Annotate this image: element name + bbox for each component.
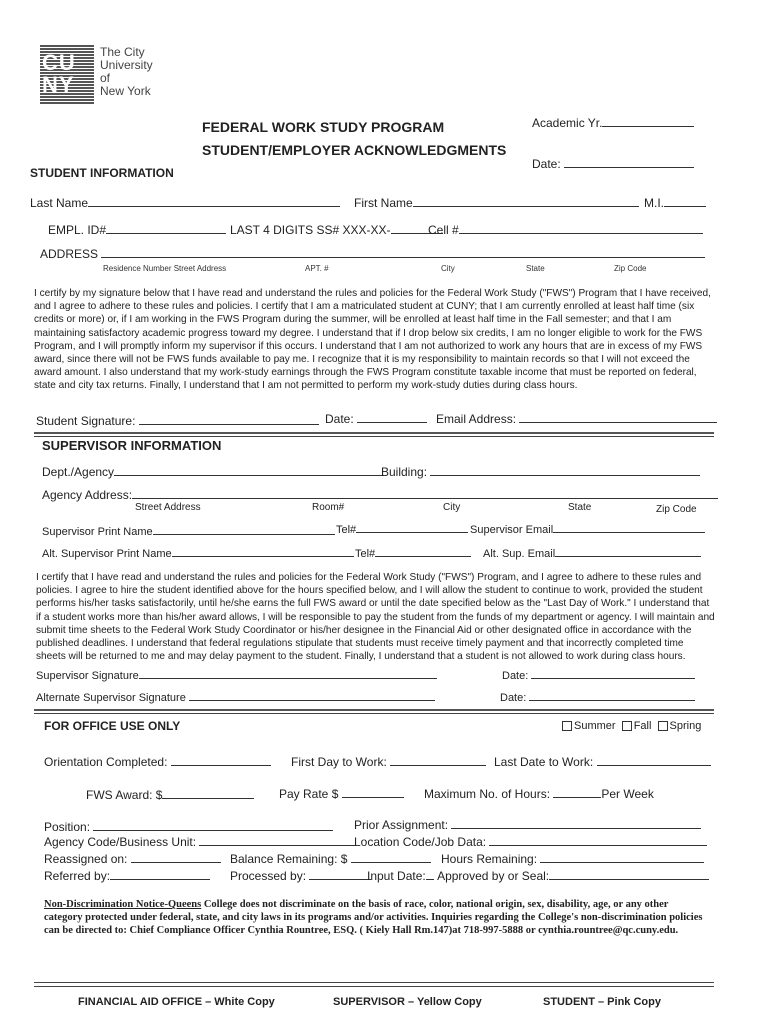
addr-sub-zip: Zip Code	[614, 264, 647, 273]
reassigned-field[interactable]	[44, 851, 221, 866]
header-date-line[interactable]	[564, 156, 694, 168]
alt-supervisor-name-line[interactable]	[172, 545, 354, 557]
supervisor-signature-label: Supervisor Signature	[36, 670, 139, 682]
supervisor-certification-text: I certify that I have read and understand the rules and policies for the Federal Work Study ("FWS") Program, and I agree to adhere to these rules and policies. I agree to hire the student identified above for the hours specified below, and I will allow the student to continue to work, provided the student performs his/her tasks satisfactorily, until he/she earns the full FWS award or until the date specified below as the "Last Day of Work." I understand that if a student works more than his/her award allows, I will be responsible to pay the student from the funds of my department or agency. I will maintain and submit time sheets to the Federal Work Study Coordinator or his/her designee in the Financial Aid or other designated office in accordance with the published deadlines. I understand that federal regulations stipulate that students must receive timely payment and that incorrectly completed time sheets will be returned to me and may delay payment to the student. Finally, I understand that a student is not allowed to work during class hours.	[36, 572, 715, 663]
footer-supervisor-copy: SUPERVISOR – Yellow Copy	[333, 996, 482, 1008]
prior-assignment-label: Prior Assignment:	[354, 818, 449, 832]
position-line[interactable]	[93, 819, 333, 831]
summer-label: Summer	[574, 720, 616, 732]
reassigned-label: Reassigned on:	[44, 852, 128, 866]
student-date-field[interactable]	[325, 411, 427, 426]
fws-award-line[interactable]	[162, 787, 254, 799]
location-code-label: Location Code/Job Data:	[354, 835, 487, 849]
building-line[interactable]	[430, 464, 700, 476]
first-name-field[interactable]	[354, 195, 639, 210]
building-field[interactable]	[381, 464, 700, 479]
agency-code-field[interactable]	[44, 834, 355, 849]
notice-body: College does not discriminate on the basis of race, color, national origin, sex, disability, age, or any other category protected under federal, state, and city laws in its programs and/or activities. Inquiries regarding the College's non-discrimination policies can be directed to: Chief Compliance Officer Cynthia Rountree, ESQ. ( Kiely Hall Rm.147)at 718-997-5888 or cynthia.rountree@qc.cuny.edu.	[44, 899, 703, 936]
orientation-field[interactable]	[44, 754, 271, 769]
processed-by-label: Processed by:	[230, 869, 307, 883]
prior-assignment-line[interactable]	[451, 817, 701, 829]
dept-agency-field[interactable]	[42, 464, 384, 479]
alt-supervisor-signature-label: Alternate Supervisor Signature	[36, 692, 186, 704]
student-email-field[interactable]	[436, 411, 717, 426]
last-name-field[interactable]	[30, 195, 340, 210]
alt-supervisor-signature-line[interactable]	[189, 689, 435, 701]
agency-sub-street: Street Address	[135, 502, 201, 513]
divider-office-top	[34, 709, 714, 711]
footer-financial-aid-copy: FINANCIAL AID OFFICE – White Copy	[78, 996, 275, 1008]
academic-year-label: Academic Yr.	[532, 116, 603, 130]
first-day-field[interactable]	[291, 754, 486, 769]
fws-award-field[interactable]	[86, 787, 254, 802]
alt-supervisor-tel-field[interactable]	[355, 545, 471, 560]
header-date-field[interactable]	[532, 156, 694, 171]
student-info-heading: STUDENT INFORMATION	[30, 166, 174, 180]
cuny-logo	[40, 44, 160, 108]
dept-agency-label: Dept./Agency	[42, 465, 115, 479]
orientation-line[interactable]	[171, 754, 271, 766]
address-label: ADDRESS	[40, 247, 99, 261]
cuny-logo-letters: CUNY	[42, 50, 76, 97]
addr-sub-street: Residence Number Street Address	[103, 264, 227, 273]
first-day-label: First Day to Work:	[291, 755, 387, 769]
header-date-label: Date:	[532, 157, 561, 171]
last-day-field[interactable]	[494, 754, 711, 769]
alt-supervisor-tel-label: Tel#	[355, 548, 376, 560]
mi-line[interactable]	[664, 195, 706, 207]
agency-sub-zip: Zip Code	[656, 504, 697, 515]
supervisor-tel-line[interactable]	[356, 521, 468, 533]
alt-supervisor-name-field[interactable]	[42, 545, 354, 560]
prior-assignment-field[interactable]	[354, 817, 701, 832]
input-date-line[interactable]	[426, 868, 434, 880]
supervisor-name-label: Supervisor Print Name	[42, 526, 153, 538]
office-use-heading: FOR OFFICE USE ONLY	[44, 719, 181, 733]
pay-rate-label: Pay Rate $	[279, 787, 339, 801]
hours-remaining-line[interactable]	[540, 851, 704, 863]
ssn-field[interactable]	[230, 222, 443, 237]
footer-student-copy: STUDENT – Pink Copy	[543, 996, 661, 1008]
alt-supervisor-date-label: Date:	[500, 692, 527, 704]
empl-id-line[interactable]	[106, 222, 226, 234]
building-label: Building:	[381, 465, 428, 479]
fws-award-label: FWS Award: $	[86, 788, 163, 802]
divider-footer	[34, 982, 714, 983]
input-date-field[interactable]	[367, 868, 709, 883]
addr-sub-state: State	[526, 264, 545, 273]
student-signature-label: Student Signature:	[36, 414, 136, 428]
agency-address-field[interactable]	[42, 487, 718, 502]
empl-id-label: EMPL. ID#	[48, 223, 107, 237]
alt-supervisor-tel-line[interactable]	[375, 545, 471, 557]
max-hours-field[interactable]	[424, 786, 654, 801]
cell-field[interactable]	[428, 222, 703, 237]
supervisor-date-label: Date:	[502, 670, 529, 682]
student-signature-field[interactable]	[36, 413, 319, 428]
orientation-label: Orientation Completed:	[44, 755, 168, 769]
last-name-label: Last Name	[30, 196, 89, 210]
agency-address-label: Agency Address:	[42, 488, 133, 502]
referred-by-line[interactable]	[110, 868, 210, 880]
divider-office-top-thin	[34, 713, 714, 714]
form-subtitle: STUDENT/EMPLOYER ACKNOWLEDGMENTS	[202, 142, 507, 158]
max-hours-label: Maximum No. of Hours:	[424, 787, 551, 801]
agency-sub-state: State	[568, 502, 592, 513]
balance-line[interactable]	[351, 851, 431, 863]
term-checkboxes	[562, 720, 701, 732]
student-certification-text: I certify by my signature below that I have read and understand the rules and policies for the Federal Work Study ("FWS") Program that I have received, and I agree to adhere to these rules and policies. I certify that I am a matriculated student at CUNY; that I am currently enrolled at least half time (six credits or more) or, if I am working in the FWS Program during the summer, will be enrolled at least half time in the Fall semester; and that I am maintaining satisfactory academic progress toward my degree. I understand that if I drop below six credits, I am no longer eligible to work for the FWS Program, and I will promptly inform my supervisor if this occurs. I understand that I am not authorized to work any hours that are in excess of my FWS award, since there will not be FWS funds available to pay me. I recognize that it is my responsibility to maintain records so that I will not exceed the award amount. I also understand that my work-study earnings through the FWS Program constitute taxable income that must be reported on federal, state and city tax returns. Finally, I understand that I am not permitted to perform my work-study duties during class hours.	[34, 288, 711, 392]
spring-label: Spring	[669, 720, 702, 732]
addr-sub-city: City	[441, 264, 455, 273]
empl-id-field[interactable]	[48, 222, 226, 237]
supervisor-email-field[interactable]	[470, 521, 705, 536]
address-line[interactable]	[101, 246, 705, 258]
alt-supervisor-name-label: Alt. Supervisor Print Name	[42, 548, 172, 560]
alt-supervisor-signature-field[interactable]	[36, 689, 435, 704]
supervisor-email-line[interactable]	[553, 521, 705, 533]
first-name-label: First Name	[354, 196, 413, 210]
referred-by-field[interactable]	[44, 868, 210, 883]
student-email-line[interactable]	[519, 411, 717, 423]
reassigned-line[interactable]	[131, 851, 221, 863]
supervisor-email-label: Supervisor Email	[470, 524, 554, 536]
form-title: FEDERAL WORK STUDY PROGRAM	[202, 119, 445, 135]
location-code-field[interactable]	[354, 834, 707, 849]
balance-field[interactable]	[230, 851, 431, 866]
alt-supervisor-date-field[interactable]	[500, 689, 695, 704]
pay-rate-line[interactable]	[342, 786, 404, 798]
supervisor-tel-label: Tel#	[336, 524, 357, 536]
max-hours-line[interactable]	[553, 786, 601, 798]
dept-agency-line[interactable]	[114, 464, 384, 476]
summer-checkbox[interactable]	[562, 721, 572, 731]
academic-year-field[interactable]	[532, 115, 694, 130]
pay-rate-field[interactable]	[279, 786, 404, 801]
student-date-line[interactable]	[357, 411, 427, 423]
supervisor-tel-field[interactable]	[336, 521, 468, 536]
last-name-line[interactable]	[88, 195, 340, 207]
processed-by-field[interactable]	[230, 868, 371, 883]
addr-sub-apt: APT. #	[305, 264, 329, 273]
mi-label: M.I.	[644, 196, 664, 210]
supervisor-date-field[interactable]	[502, 667, 695, 682]
agency-code-line[interactable]	[199, 834, 355, 846]
cell-label: Cell #	[428, 223, 459, 237]
non-discrimination-notice	[44, 898, 704, 937]
student-date-label: Date:	[325, 412, 354, 426]
agency-address-line[interactable]	[132, 487, 718, 499]
alt-supervisor-email-field[interactable]	[483, 545, 701, 560]
spring-checkbox[interactable]	[658, 721, 668, 731]
location-code-line[interactable]	[489, 834, 707, 846]
last-day-line[interactable]	[597, 754, 711, 766]
position-field[interactable]	[44, 819, 333, 834]
cell-line[interactable]	[459, 222, 703, 234]
alt-supervisor-email-line[interactable]	[555, 545, 701, 557]
supervisor-signature-line[interactable]	[139, 667, 437, 679]
per-week-label: Per Week	[601, 787, 654, 801]
supervisor-info-heading: SUPERVISOR INFORMATION	[42, 438, 222, 453]
student-signature-line[interactable]	[139, 413, 319, 425]
agency-code-label: Agency Code/Business Unit:	[44, 835, 197, 849]
hours-remaining-field[interactable]	[441, 851, 704, 866]
first-day-line[interactable]	[390, 754, 486, 766]
mi-field[interactable]	[644, 195, 706, 210]
agency-sub-city: City	[443, 502, 461, 513]
input-date-label: Input Date:	[367, 869, 426, 883]
balance-label: Balance Remaining: $	[230, 852, 348, 866]
alt-supervisor-date-line[interactable]	[529, 689, 695, 701]
last-day-label: Last Date to Work:	[494, 755, 594, 769]
agency-sub-room: Room#	[312, 502, 345, 513]
supervisor-date-line[interactable]	[531, 667, 695, 679]
hours-remaining-label: Hours Remaining:	[441, 852, 538, 866]
student-email-label: Email Address:	[436, 412, 517, 426]
address-field[interactable]	[40, 246, 705, 261]
fall-label: Fall	[633, 720, 652, 732]
divider-supervisor-top	[34, 432, 714, 434]
fall-checkbox[interactable]	[622, 721, 632, 731]
position-label: Position:	[44, 820, 91, 834]
supervisor-name-field[interactable]	[42, 523, 335, 538]
divider-supervisor-top-thin	[34, 436, 714, 437]
cuny-logo-text: The City University of New York	[100, 45, 153, 98]
approved-by-line[interactable]	[549, 868, 709, 880]
supervisor-signature-field[interactable]	[36, 667, 437, 682]
ssn-label: LAST 4 DIGITS SS# XXX-XX-	[230, 223, 391, 237]
processed-by-line[interactable]	[309, 868, 371, 880]
notice-heading: Non-Discrimination Notice-Queens	[44, 899, 202, 910]
first-name-line[interactable]	[413, 195, 639, 207]
divider-footer-2	[34, 986, 714, 987]
supervisor-name-line[interactable]	[153, 523, 335, 535]
alt-supervisor-email-label: Alt. Sup. Email	[483, 548, 556, 560]
approved-by-label: Approved by or Seal:	[437, 869, 550, 883]
referred-by-label: Referred by:	[44, 869, 111, 883]
academic-year-line[interactable]	[602, 115, 694, 127]
